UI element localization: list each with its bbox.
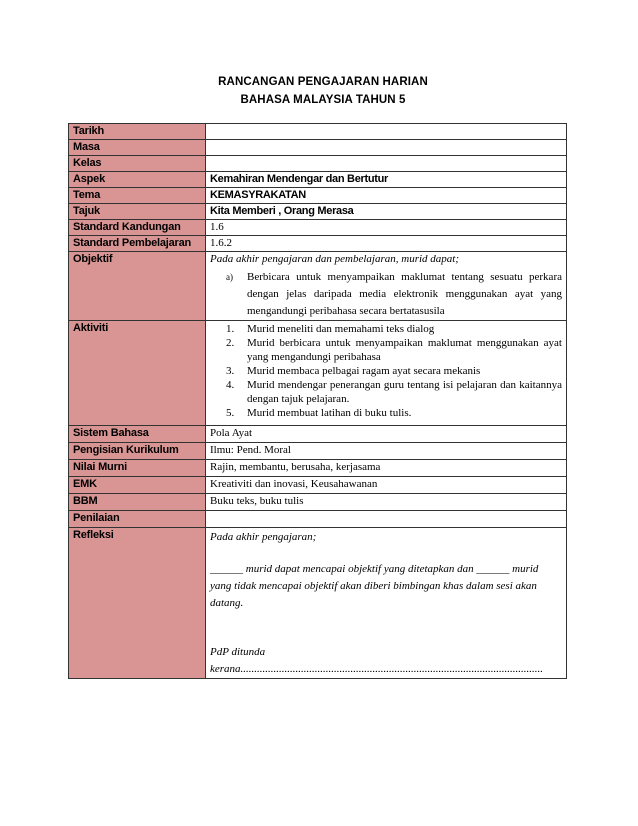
value-standard-kandungan: 1.6 bbox=[206, 220, 567, 236]
value-tema: KEMASYRAKATAN bbox=[206, 188, 567, 204]
row-aspek bbox=[69, 172, 567, 188]
label-tarikh: Tarikh bbox=[69, 124, 206, 140]
aktiviti-item-text: Murid membuat latihan di buku tulis. bbox=[247, 407, 412, 419]
value-penilaian bbox=[206, 511, 567, 528]
label-emk: EMK bbox=[69, 477, 206, 494]
aktiviti-item-number: 3. bbox=[226, 365, 235, 377]
row-objektif bbox=[69, 252, 567, 321]
row-tarikh bbox=[69, 124, 567, 140]
aktiviti-item-text: Murid meneliti dan memahami teks dialog bbox=[247, 323, 435, 335]
objektif-item-text: Berbicara untuk menyampaikan maklumat tentang sesuatu perkara dengan jelas daripada media elektronik menggunakan ayat yang mengandungi peribahasa secara bertatasusila bbox=[247, 271, 562, 317]
aktiviti-item-number: 1. bbox=[226, 323, 235, 335]
row-refleksi bbox=[69, 528, 567, 679]
objektif-item-marker: a) bbox=[226, 272, 233, 282]
row-tema bbox=[69, 188, 567, 204]
document-title: RANCANGAN PENGAJARAN HARIAN bbox=[218, 76, 428, 88]
row-nilai-murni bbox=[69, 460, 567, 477]
aktiviti-item-number: 5. bbox=[226, 407, 235, 419]
value-nilai-murni: Rajin, membantu, berusaha, kerjasama bbox=[206, 460, 567, 477]
value-standard-pembelajaran: 1.6.2 bbox=[206, 236, 567, 252]
label-sistem-bahasa: Sistem Bahasa bbox=[69, 426, 206, 443]
aktiviti-item-text: Murid berbicara untuk menyampaikan maklumat menggunakan ayat yang mengandungi peribahasa bbox=[247, 337, 562, 363]
aktiviti-item bbox=[210, 322, 562, 336]
row-pengisian-kurikulum bbox=[69, 443, 567, 460]
aktiviti-item bbox=[210, 406, 562, 420]
aktiviti-item-text: Murid mendengar penerangan guru tentang isi pelajaran dan kaitannya dengan tajuk pelajaran. bbox=[247, 379, 562, 405]
label-kelas: Kelas bbox=[69, 156, 206, 172]
label-aspek: Aspek bbox=[69, 172, 206, 188]
label-nilai-murni: Nilai Murni bbox=[69, 460, 206, 477]
label-objektif: Objektif bbox=[69, 252, 206, 321]
refleksi-line-3a: PdP ditunda bbox=[210, 646, 266, 658]
document-subtitle: BAHASA MALAYSIA TAHUN 5 bbox=[240, 94, 406, 106]
label-penilaian: Penilaian bbox=[69, 511, 206, 528]
label-pengisian-kurikulum: Pengisian Kurikulum bbox=[69, 443, 206, 460]
value-masa bbox=[206, 140, 567, 156]
row-penilaian bbox=[69, 511, 567, 528]
row-emk bbox=[69, 477, 567, 494]
value-objektif bbox=[206, 252, 567, 321]
row-tajuk bbox=[69, 204, 567, 220]
aktiviti-item-number: 4. bbox=[226, 379, 235, 391]
value-aktiviti bbox=[206, 321, 567, 426]
label-tajuk: Tajuk bbox=[69, 204, 206, 220]
label-aktiviti: Aktiviti bbox=[69, 321, 206, 426]
row-standard-pembelajaran bbox=[69, 236, 567, 252]
value-tajuk: Kita Memberi , Orang Merasa bbox=[206, 204, 567, 220]
value-aspek: Kemahiran Mendengar dan Bertutur bbox=[206, 172, 567, 188]
label-tema: Tema bbox=[69, 188, 206, 204]
objektif-item bbox=[210, 269, 562, 320]
label-masa: Masa bbox=[69, 140, 206, 156]
aktiviti-item bbox=[210, 378, 562, 406]
value-refleksi bbox=[206, 528, 567, 679]
value-sistem-bahasa: Pola Ayat bbox=[206, 426, 567, 443]
row-standard-kandungan bbox=[69, 220, 567, 236]
row-sistem-bahasa bbox=[69, 426, 567, 443]
value-emk: Kreativiti dan inovasi, Keusahawanan bbox=[206, 477, 567, 494]
row-aktiviti bbox=[69, 321, 567, 426]
lesson-plan-table bbox=[68, 123, 567, 679]
label-refleksi: Refleksi bbox=[69, 528, 206, 679]
value-bbm: Buku teks, buku tulis bbox=[206, 494, 567, 511]
label-bbm: BBM bbox=[69, 494, 206, 511]
row-kelas bbox=[69, 156, 567, 172]
refleksi-line-1: Pada akhir pengajaran; bbox=[210, 531, 317, 543]
aktiviti-item-text: Murid membaca pelbagai ragam ayat secara mekanis bbox=[247, 365, 481, 377]
aktiviti-list bbox=[210, 322, 562, 420]
value-kelas bbox=[206, 156, 567, 172]
refleksi-line-2: ______ murid dapat mencapai objektif yang ditetapkan dan ______ murid yang tidak mencapai objektif akan diberi bimbingan khas dalam sesi akan datang. bbox=[210, 563, 539, 609]
value-pengisian-kurikulum: Ilmu: Pend. Moral bbox=[206, 443, 567, 460]
row-masa bbox=[69, 140, 567, 156]
objektif-intro: Pada akhir pengajaran dan pembelajaran, murid dapat; bbox=[210, 253, 460, 265]
label-standard-pembelajaran: Standard Pembelajaran bbox=[69, 236, 206, 252]
label-standard-kandungan: Standard Kandungan bbox=[69, 220, 206, 236]
aktiviti-item-number: 2. bbox=[226, 337, 235, 349]
aktiviti-item bbox=[210, 336, 562, 364]
row-bbm bbox=[69, 494, 567, 511]
aktiviti-item bbox=[210, 364, 562, 378]
refleksi-line-3b: kerana.............................................................................................................. bbox=[210, 663, 544, 675]
value-tarikh bbox=[206, 124, 567, 140]
